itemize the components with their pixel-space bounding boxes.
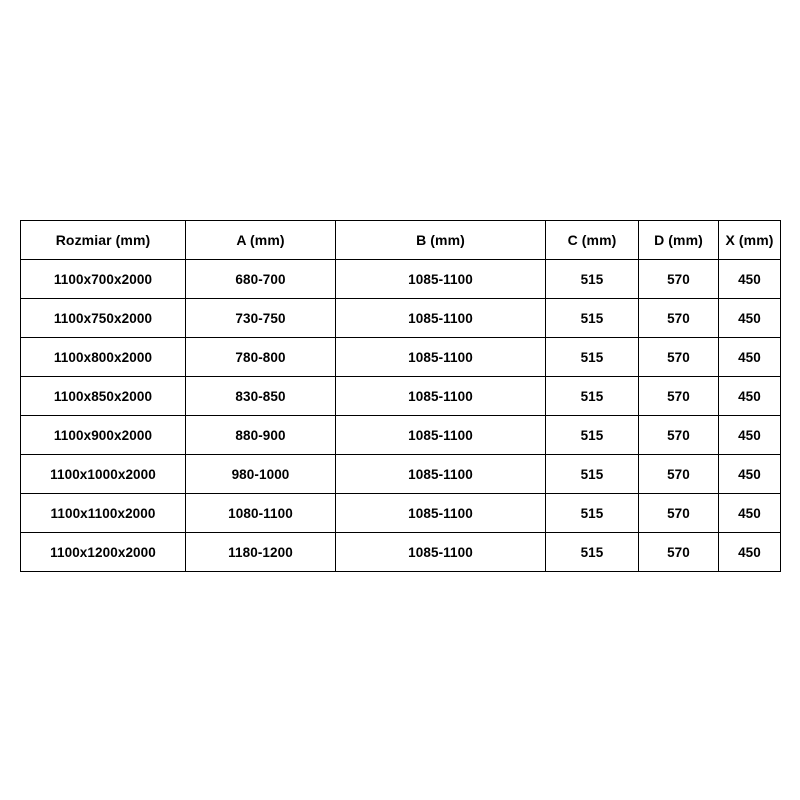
cell-a: 730-750 [186, 299, 336, 338]
cell-rozmiar: 1100x800x2000 [21, 338, 186, 377]
cell-c: 515 [546, 416, 639, 455]
cell-rozmiar: 1100x1200x2000 [21, 533, 186, 572]
cell-c: 515 [546, 260, 639, 299]
cell-x: 450 [719, 533, 781, 572]
cell-d: 570 [639, 338, 719, 377]
table-header [21, 221, 781, 260]
dimensions-table [20, 220, 781, 572]
cell-rozmiar: 1100x850x2000 [21, 377, 186, 416]
column-header-d: D (mm) [639, 221, 719, 260]
cell-c: 515 [546, 494, 639, 533]
spec-table-container [20, 220, 780, 572]
cell-rozmiar: 1100x750x2000 [21, 299, 186, 338]
cell-b: 1085-1100 [336, 494, 546, 533]
cell-x: 450 [719, 338, 781, 377]
cell-c: 515 [546, 299, 639, 338]
table-row [21, 299, 781, 338]
cell-rozmiar: 1100x1100x2000 [21, 494, 186, 533]
cell-b: 1085-1100 [336, 299, 546, 338]
column-header-a: A (mm) [186, 221, 336, 260]
column-header-rozmiar: Rozmiar (mm) [21, 221, 186, 260]
cell-d: 570 [639, 377, 719, 416]
cell-b: 1085-1100 [336, 377, 546, 416]
cell-c: 515 [546, 377, 639, 416]
table-row [21, 494, 781, 533]
cell-rozmiar: 1100x700x2000 [21, 260, 186, 299]
cell-c: 515 [546, 533, 639, 572]
table-header-row [21, 221, 781, 260]
column-header-b: B (mm) [336, 221, 546, 260]
cell-rozmiar: 1100x1000x2000 [21, 455, 186, 494]
cell-b: 1085-1100 [336, 338, 546, 377]
cell-a: 830-850 [186, 377, 336, 416]
cell-d: 570 [639, 533, 719, 572]
cell-d: 570 [639, 260, 719, 299]
cell-c: 515 [546, 455, 639, 494]
table-row [21, 338, 781, 377]
cell-b: 1085-1100 [336, 455, 546, 494]
cell-x: 450 [719, 416, 781, 455]
cell-a: 1180-1200 [186, 533, 336, 572]
table-row [21, 260, 781, 299]
table-row [21, 416, 781, 455]
cell-x: 450 [719, 494, 781, 533]
column-header-x: X (mm) [719, 221, 781, 260]
table-row [21, 377, 781, 416]
cell-rozmiar: 1100x900x2000 [21, 416, 186, 455]
cell-a: 680-700 [186, 260, 336, 299]
column-header-c: C (mm) [546, 221, 639, 260]
table-row [21, 455, 781, 494]
cell-a: 880-900 [186, 416, 336, 455]
cell-d: 570 [639, 416, 719, 455]
cell-c: 515 [546, 338, 639, 377]
cell-d: 570 [639, 299, 719, 338]
cell-b: 1085-1100 [336, 260, 546, 299]
cell-a: 980-1000 [186, 455, 336, 494]
cell-d: 570 [639, 455, 719, 494]
cell-b: 1085-1100 [336, 416, 546, 455]
table-row [21, 533, 781, 572]
cell-x: 450 [719, 299, 781, 338]
cell-d: 570 [639, 494, 719, 533]
cell-x: 450 [719, 260, 781, 299]
table-body [21, 260, 781, 572]
cell-x: 450 [719, 377, 781, 416]
cell-x: 450 [719, 455, 781, 494]
cell-b: 1085-1100 [336, 533, 546, 572]
cell-a: 780-800 [186, 338, 336, 377]
cell-a: 1080-1100 [186, 494, 336, 533]
